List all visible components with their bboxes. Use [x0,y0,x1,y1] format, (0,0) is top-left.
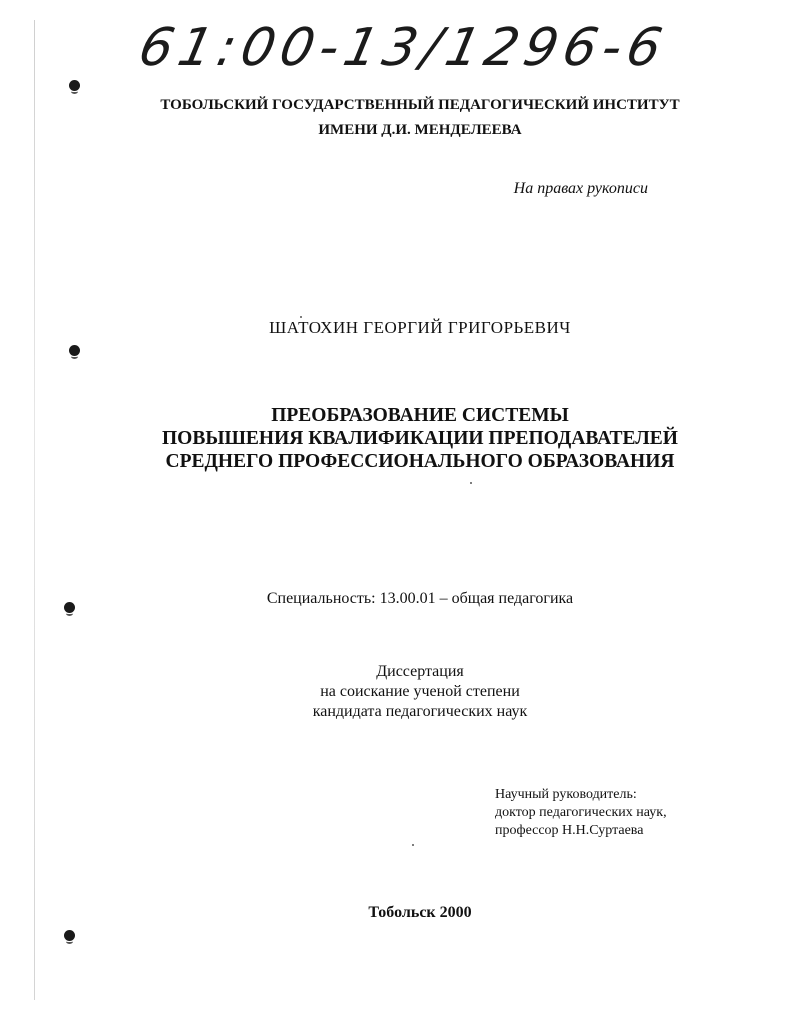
degree-line-1: Диссертация [376,663,464,680]
dissertation-degree [22,662,796,722]
scan-speck [470,482,472,484]
institute-line-2: ИМЕНИ Д.И. МЕНДЕЛЕЕВА [318,122,522,138]
scan-edge-line [34,20,35,1000]
city-year: Тобольск 2000 [368,904,472,921]
title-line-1: ПРЕОБРАЗОВАНИЕ СИСТЕМЫ [271,405,569,426]
punch-hole-icon [64,930,75,941]
degree-line-3: кандидата педагогических наук [312,703,528,720]
supervisor-line-2: доктор педагогических наук, [495,805,667,820]
degree-line-2: на соискание ученой степени [320,683,520,700]
supervisor-line-1: Научный руководитель: [495,787,637,802]
institute-line-1: ТОБОЛЬСКИЙ ГОСУДАРСТВЕННЫЙ ПЕДАГОГИЧЕСКИЙ ИНСТИТУТ [160,97,680,113]
punch-hole-icon [69,80,80,91]
punch-hole-icon [69,345,80,356]
handwritten-archive-code: 61:00-13/1296-6 [133,18,673,78]
supervisor-block [495,786,667,840]
title-line-3: СРЕДНЕГО ПРОФЕССИОНАЛЬНОГО ОБРАЗОВАНИЯ [165,451,675,472]
dissertation-title [22,404,796,473]
supervisor-line-3: профессор Н.Н.Суртаева [495,823,644,838]
rights-note: На правах рукописи [513,180,648,197]
specialty: Специальность: 13.00.01 – общая педагогика [266,590,574,607]
title-line-2: ПОВЫШЕНИЯ КВАЛИФИКАЦИИ ПРЕПОДАВАТЕЛЕЙ [162,428,678,449]
scan-speck [412,844,414,846]
institute-name [40,93,796,143]
author-name: ШАТОХИН ГЕОРГИЙ ГРИГОРЬЕВИЧ [269,318,571,337]
